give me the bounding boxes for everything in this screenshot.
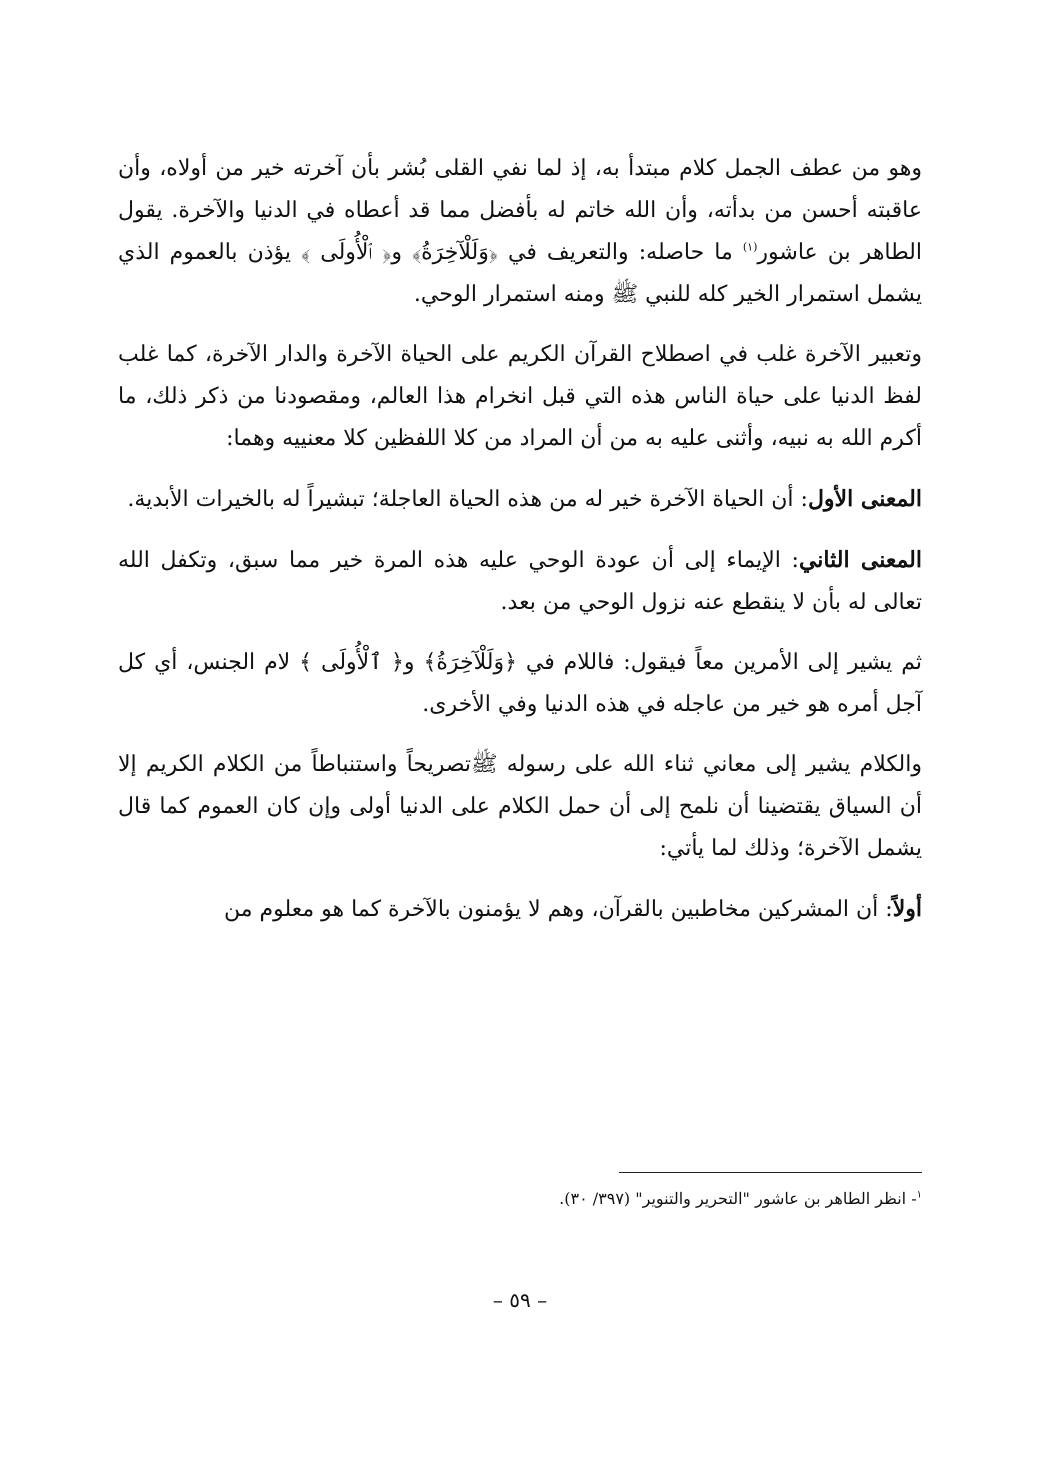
paragraph-5-text: ثم يشير إلى الأمرين معاً فيقول: فاللام في ﴿وَلَلْآخِرَةُ﴾ و﴿ ٱلْأُولَى ﴾ لام الجنس، أي كل آجل أمره هو خير من عاجله في هذه الدنيا وفي الأخرى. <box>118 650 922 717</box>
paragraph-1 <box>118 148 922 316</box>
paragraph-1-text-before: وهو من عطف الجمل كلام مبتدأ به، إذ لما نفي القلى بُشر بأن آخرته خير من أولاه، وأن عاقبته أحسن من بدأته، وأن الله خاتم له بأفضل مما قد أعطاه في الدنيا والآخرة. يقول الطاهر بن عاشور <box>118 156 922 265</box>
paragraph-firstly <box>118 888 922 931</box>
footnote-number: ١ <box>916 1189 922 1201</box>
body-text <box>118 148 922 949</box>
first-meaning-heading: المعنى الأول <box>807 486 922 512</box>
footnote-separator <box>619 1172 922 1173</box>
footnote-text: - انظر الطاهر بن عاشور "التحرير والتنوير" (٣٩٧/ ٣٠). <box>559 1189 917 1208</box>
paragraph-second-meaning <box>118 539 922 624</box>
page-number: – ٥٩ – <box>492 1288 548 1312</box>
first-meaning-text: : أن الحياة الآخرة خير له من هذه الحياة العاجلة؛ تبشيراً له بالخيرات الأبدية. <box>127 487 808 512</box>
footnote-reference[interactable]: (١) <box>742 240 758 254</box>
paragraph-first-meaning <box>118 478 922 521</box>
paragraph-5 <box>118 642 922 726</box>
second-meaning-text: : الإيماء إلى أن عودة الوحي عليه هذه المرة خير مما سبق، وتكفل الله تعالى له بأن لا ينقطع عنه نزول الوحي من بعد. <box>118 548 922 615</box>
footnote <box>118 1184 922 1214</box>
firstly-heading: أولاً <box>892 896 922 922</box>
firstly-text: : أن المشركين مخاطبين بالقرآن، وهم لا يؤمنون بالآخرة كما هو معلوم من <box>224 897 893 922</box>
paragraph-2-text: وتعبير الآخرة غلب في اصطلاح القرآن الكريم على الحياة الآخرة والدار الآخرة، كما غلب لفظ الدنيا على حياة الناس هذه التي قبل انخرام هذا العالم، ومقصودنا من ذكر ذلك، ما أكرم الله به نبيه، وأثنى عليه به من أن المراد من كلا اللفظين كلا معنييه وهما: <box>118 342 922 451</box>
second-meaning-heading: المعنى الثاني <box>798 547 922 573</box>
paragraph-2 <box>118 334 922 460</box>
paragraph-6-text: والكلام يشير إلى معاني ثناء الله على رسوله ﷺتصريحاً واستنباطاً من الكلام الكريم إلا أن السياق يقتضينا أن نلمح إلى أن حمل الكلام على الدنيا أولى وإن كان العموم كما قال يشمل الآخرة؛ وذلك لما يأتي: <box>118 752 922 861</box>
paragraph-1-text-after: ما حاصله: والتعريف في ﴿وَلَلْآخِرَةُ﴾ و﴿ ٱلْأُولَى ﴾ يؤذن بالعموم الذي يشمل استمرار الخير كله للنبي ﷺ ومنه استمرار الوحي. <box>118 240 922 307</box>
paragraph-6 <box>118 744 922 870</box>
